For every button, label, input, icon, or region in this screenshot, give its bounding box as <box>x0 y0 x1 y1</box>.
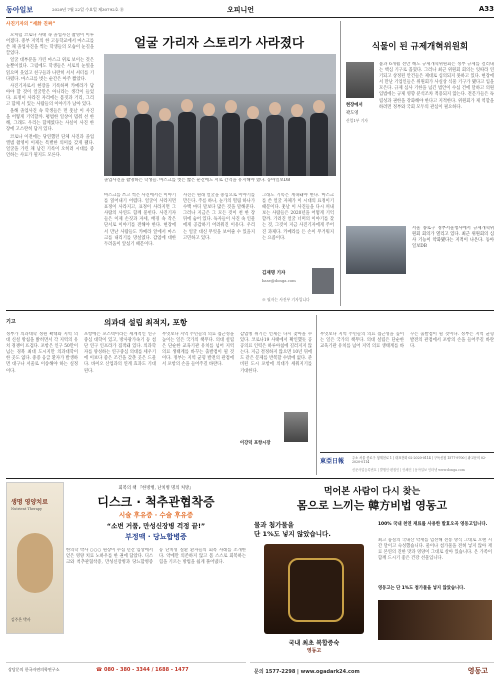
reporter-photo <box>312 268 334 294</box>
meeting-photo <box>346 226 406 274</box>
photo-caption: 서울 종로구 정부서울청사에서 규제개혁위원회 회의가 열리고 있다. 최근 위원회의 심사 기능이 약화됐다는 지적이 나온다. 동아일보DB <box>412 226 494 250</box>
product-jar <box>288 558 344 622</box>
clinic-name: 상담문의 한국자연의학연구소 <box>8 667 60 672</box>
ad-right-body: 최고 품질의 국내산 약재를 엄선해 전통 방식 그대로 오랜 시간 달이고 숙성했습니다. 물이나 첨가물을 전혀 넣지 않아 재료 본연의 진한 맛과 영양이 그대로 살아 있습니다. 온 가족이 함께 드시기 좋은 건강 선물입니다. <box>378 538 492 562</box>
column-kicker: 사진기자의 “세計 진짜” <box>6 22 56 27</box>
op-ed-column-1: 정부가 의과대학 정원 확대와 지역 의대 신설 방침을 밝히면서 각 지역의 유치 경쟁이 뜨겁다. 포항은 인구 50만이 넘는 경북 최대 도시지만 의과대학이 한 곳도 없다. 중증 응급 환자가 발생하면 대구나 서울로 이송해야 하는 실정이다. <box>6 332 78 374</box>
publisher-box <box>320 452 494 475</box>
newspaper-logo: 동아일보 <box>6 6 34 14</box>
masthead <box>6 4 494 16</box>
ad-headline: 디스크 · 척추관협착증 <box>97 495 215 509</box>
column-title: 식물이 된 규제개혁위원회 <box>371 42 469 52</box>
book-cover <box>6 482 64 634</box>
article-column-1: 마스크를 쓰고 찍은 사진에서는 이야기를 읽어내기 어렵다. 얼굴이 사라지면 표정이 사라지고, 표정이 사라지면 그 사람의 사연도 함께 묻힌다. 사진기자들은 이제 손짓과 자세, 배경 속 작은 단서로 이야기를 전해야 한다. 현장에서 만난 사람들도 카메라 앞에서 마스크를 내리기를 망설였다. 감염에 대한 두려움이 앞섰기 때문이다. <box>104 193 176 247</box>
op-ed-author-photo <box>284 412 308 442</box>
book-title: 생명 영양치료 <box>11 499 48 506</box>
op-ed-column-4: 감염병 위기는 언제든 다시 찾아올 수 있다. 코로나19 사태에서 확인했듯 공공의료 인력은 하루아침에 길러지지 않는다. 지금 결정하지 않으면 10년 뒤에도 같은 문제를 반복할 수밖에 없다. 준비된 도시 포항에 의대가 세워지기를 기대한다. <box>240 332 312 374</box>
author-name: 곽도영 <box>346 111 359 116</box>
op-ed-kicker: 기고 <box>6 319 16 325</box>
ad-right-title: 100% 국내 천연 재료를 사용한 발효오곡 영동고입니다. <box>378 522 488 527</box>
ad-sub-2: “소변 거품, 만성신장병 걱정 끝!” <box>106 522 206 530</box>
main-headline: 얼굴 가리자 스토리가 사라졌다 <box>133 35 305 50</box>
paragraph: 코로나 이전에는 당연했던 단체 사진과 졸업 앨범 촬영이 이제는 특별한 의미를 갖게 됐다. 얼굴을 가린 채 남긴 기록이 오히려 시대를 증언하는 사료가 될지도 모른다. <box>6 134 94 158</box>
author-label: 현장에서 <box>346 103 363 108</box>
book-illustration <box>17 533 53 593</box>
ad-phone[interactable]: ☎ 080 - 380 - 3344 / 1688 - 1477 <box>96 667 189 673</box>
ad-tagline-2: 단 1%도 넣지 않았습니다. <box>254 530 331 538</box>
ad-tagline-1: 물과 첨가물을 <box>254 521 294 529</box>
photo-column <box>6 21 94 306</box>
author-note: ※ 필자는 사진부 기자입니다 <box>262 297 310 302</box>
op-ed-headline: 의과대 설립 최적지, 포항 <box>104 318 188 327</box>
op-ed-column-3: 무엇보다 지역 주민들의 의료 접근성을 높이는 일은 국가의 책무다. 의대 설립은 단순한 교육기관 유치를 넘어 지역 의료 생태계를 바꾸는 출발점이 될 것이다. 정부는 지역 균형 발전의 관점에서 포항의 손을 들어주길 바란다. <box>162 332 234 368</box>
health-ad <box>250 482 494 686</box>
publisher-info: 주소 서울 종로구 청계천로 1 | 대표전화 02-2020-0114 | 구독신청 1577-9700 | 광고문의 02-2020-0114 <box>352 456 487 465</box>
section-rule <box>6 310 494 311</box>
author-dept: 산업1부 기자 <box>346 118 368 123</box>
product-box <box>264 544 364 634</box>
book-subtitle: Nutrient Therapy <box>11 507 42 511</box>
masthead-rule <box>6 17 494 18</box>
product-label: 국내 최초 복합증숙 <box>288 640 340 647</box>
byline-name: 김재명 기자 <box>262 271 286 276</box>
op-ed-continuation <box>320 332 494 448</box>
photo-caption: 졸업사진을 촬영하는 학생들. 마스크를 벗는 짧은 순간에도 서로 간격을 유지해야 했다. 동아일보DB <box>104 178 291 183</box>
ad-body: 한의학 박사 ○○○ 원장이 수십 년간 임상에서 얻은 영양 치료 노하우를 한 권에 담았다. 디스크와 척추관협착증, 만성신장병과 당뇨합병증 등 난치성 질환 환자들의 회복 사례를 소개한다. 약에만 의존하지 않고 몸 스스로 회복하는 힘을 기르는 방법을 쉽게 풀어냈다. <box>66 548 246 566</box>
publisher-logo: 東亞日報 <box>320 458 345 465</box>
ad-right-photo <box>378 600 492 640</box>
op-ed-column-2: 포항에는 포스텍이라는 세계적인 연구중심 대학이 있고, 방사광가속기 등 첨단 연구 인프라가 집적돼 있다. 의과학자를 양성하는 연구중심 의대를 세우기에 이보다 좋은 조건을 갖춘 곳은 드물다. 바이오 산업과의 연계 효과도 기대된다. <box>84 332 156 374</box>
paragraph: 사진기자로서 현장을 기록하며 카메라가 담아야 할 것이 얼굴만은 아니라는 생각이 들었다. 표정이 사라진 자리에는 몸짓과 거리, 그리고 함께 서 있는 사람들의 이야기가 남아 있다. <box>6 83 94 108</box>
article-column-3: 그래도 기록은 계속돼야 한다. 마스크를 쓴 얼굴 자체가 이 시대의 표정이기 때문이다. 훗날 이 사진들을 다시 꺼내 보는 사람들은 2020년을 어떻게 기억할까. 가려진 얼굴 너머의 이야기를 찾는 것, 그것이 지금 사진기자에게 주어진 과제다. 카메라를 든 손이 무거워지는 요즘이다. <box>262 193 334 241</box>
ad-sub-1: 시술 후유증 · 수술 후유증 <box>118 511 194 519</box>
ad-brand: 영동고 <box>467 667 488 675</box>
ad-rule <box>6 478 494 479</box>
ad-footer <box>6 662 246 685</box>
ad-right-note: 영동고는 단 1%도 첨가물을 넣지 않았습니다. <box>378 586 465 591</box>
author-photo <box>346 62 374 98</box>
ad-headline-1: 먹어본 사람이 다시 찾는 <box>323 487 421 497</box>
section-name: 오피니언 <box>227 6 255 14</box>
paragraph: 얼굴 대부분을 가린 마스크 위로 보이는 것은 눈뿐이었다. 그럼에도 학생들은 서로의 눈빛을 읽으며 웃었고 친구들과 나란히 서서 셔터를 기다렸다. 마스크를 벗는 순간은 아주 짧았다. <box>6 58 94 82</box>
graduation-photo <box>104 54 336 176</box>
page-number: A33 <box>478 5 494 13</box>
ad-sub-3: 부정맥 · 당뇨합병증 <box>125 533 187 541</box>
ad-phone[interactable]: 문의 1577-2298 | www.ogadark24.com <box>254 669 360 675</box>
column-body <box>6 33 94 303</box>
publisher-sub: 신문사업등록번호 | 발행인·편집인 | 인쇄인 | 동아일보 인터넷 www.donga.com <box>352 468 465 472</box>
column-divider <box>340 21 341 306</box>
op-ed-author: 이강덕 포항시장 <box>240 441 271 446</box>
ad-promo: 회복의 책 『한방병, 난치병 명의 처방』 <box>118 486 194 491</box>
paragraph: 무엇보다 지역 주민들의 의료 접근성을 높이는 일은 국가의 책무다. 의대 설립은 단순한 교육기관 유치를 넘어 지역 의료 생태계를 바꾸는 출발점이 될 것이다. 정부는 지역 균형 발전의 관점에서 포항의 손을 들어주길 바란다. <box>320 332 494 350</box>
ad-headline-2: 몸으로 느끼는 韓方비법 영동고 <box>296 499 448 512</box>
article-column-2: 사진은 원래 얼굴을 중심으로 이야기를 만든다. 주름 하나, 눈가의 떨림 하나가 수백 마디 말보다 많은 것을 말해준다. 그러나 지금은 그 모든 것이 천 한 장 뒤에 숨어 있다. 독자들이 사진 속 인물에게 공감하기 어려워진 이유다. 우리는 얼굴 대신 무엇을 보여줄 수 있을지 고민하고 있다. <box>183 193 255 241</box>
paragraph: 모처럼 코로나 사태 속 졸업사진 촬영이 이루어졌다. 중부 지역의 한 고등학교에서 마스크를 쓴 채 졸업사진을 찍는 학생들의 모습이 눈길을 끌었다. <box>6 33 94 57</box>
ad-footer-bar <box>250 662 494 685</box>
byline-email: base@donga.com <box>262 278 296 283</box>
column-body: 불과 6개월 전만 해도 규제개혁위원회는 정부 규제를 걸러내는 핵심 기구로 꼽혔다. 그러나 최근 위원회 회의는 잇따라 연기되고 상정된 안건들은 제대로 심의되지 못하고 있다. 현장에서 만난 기업인들은 위원회가 사실상 식물 기구가 됐다고 입을 모은다. 규제 심사 기한을 넘긴 법안이 수십 건에 달하고 의원 입법에는 규제 영향 분석조차 적용되지 않는다. 전문가들은 독립성과 권한을 강화해야 한다고 지적한다. 위원회가 제 역할을 하려면 정부와 국회 모두의 관심이 필요하다. <box>379 62 494 110</box>
book-author: 김주은 박사 <box>11 617 31 622</box>
paragraph: 올해 졸업사진 속 학생들은 먼 훗날 이 사진을 어떻게 기억할까. 평범한 일상이 멈춰 선 한 해, 그래도 우리는 함께였다는 사실이 사진 한 장에 고스란히 담겨 있다. <box>6 109 94 133</box>
book-ad <box>6 482 246 686</box>
issue-date: 2020년 7월 22일 수요일 제30792호 Ⓑ <box>52 7 124 12</box>
product-name: 영동고 <box>306 648 322 654</box>
column-divider <box>316 315 317 475</box>
